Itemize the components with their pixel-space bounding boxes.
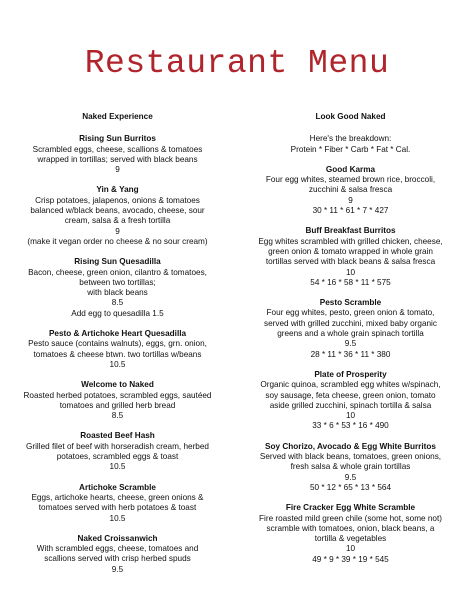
item-nutrition: 54 * 16 * 58 * 11 * 575 — [310, 277, 391, 287]
item-line: Pesto sauce (contains walnuts), eggs, grn. onion, — [28, 339, 207, 349]
menu-item — [6, 431, 229, 472]
item-line: Served with black beans, tomatoes, green onions, — [259, 452, 442, 462]
menu-item — [6, 185, 229, 247]
item-price: 10.5 — [109, 513, 126, 523]
item-note: Add egg to quesadilla 1.5 — [71, 308, 164, 318]
item-line: zucchini & salsa fresca — [308, 185, 393, 195]
item-line: fresh salsa & whole grain tortillas — [290, 462, 411, 472]
item-line: tomatoes & cheese btwn. two tortillas w/beans — [33, 349, 202, 359]
menu-item — [239, 298, 462, 360]
item-title: Naked Croissanwich — [77, 533, 158, 543]
menu-item — [239, 442, 462, 493]
item-line: With scrambled eggs, cheese, tomatoes and — [36, 544, 199, 554]
item-line: tomatoes served with herb potatoes & toast — [38, 503, 197, 513]
menu-item — [6, 329, 229, 370]
item-title: Rising Sun Quesadilla — [74, 257, 161, 267]
item-title: Good Karma — [325, 164, 376, 174]
section-heading-look-good-naked: Look Good Naked — [315, 112, 386, 121]
menu-item — [239, 503, 462, 565]
item-line: Crisp potatoes, jalapenos, onions & tomatoes — [35, 195, 200, 205]
item-nutrition: 33 * 6 * 53 * 16 * 490 — [312, 421, 389, 431]
item-title: Soy Chorizo, Avocado & Egg White Burritos — [265, 441, 436, 451]
item-price: 9 — [115, 226, 120, 236]
item-nutrition: 49 * 9 * 39 * 19 * 545 — [312, 554, 389, 564]
item-title: Fire Cracker Egg White Scramble — [285, 503, 416, 513]
item-price: 10.5 — [109, 359, 126, 369]
item-title: Artichoke Scramble — [79, 482, 156, 492]
left-column — [6, 112, 229, 585]
right-column — [239, 112, 462, 575]
section-heading-naked-experience: Naked Experience — [82, 112, 153, 121]
item-price: 9 — [115, 165, 120, 175]
item-line: Eggs, artichoke hearts, cheese, green onions & — [31, 492, 204, 502]
breakdown-note — [239, 134, 462, 155]
item-line: Protein * Fiber * Carb * Fat * Cal. — [290, 144, 411, 154]
item-line: Scrambled eggs, cheese, scallions & tomatoes — [32, 144, 203, 154]
item-title: Buff Breakfast Burritos — [305, 226, 396, 236]
item-line: Egg whites scrambled with grilled chicken, cheese, — [258, 236, 443, 246]
item-line: scallions served with crisp herbed spuds — [44, 554, 191, 564]
item-line: Grilled filet of beef with horseradish cream, herbed — [26, 441, 209, 451]
item-price: 9.5 — [111, 564, 124, 574]
item-nutrition: 50 * 12 * 65 * 13 * 564 — [309, 482, 392, 492]
item-line: Bacon, cheese, green onion, cilantro & tomatoes, — [28, 267, 207, 277]
item-price: 10 — [345, 411, 356, 421]
menu-item — [239, 370, 462, 432]
item-line: Four egg whites, pesto, green onion & tomato, — [266, 308, 435, 318]
item-line: potatoes, scrambled eggs & toast — [56, 452, 179, 462]
item-price: 9.5 — [344, 339, 357, 349]
item-line: tortilla & vegetables — [314, 534, 387, 544]
menu-item — [6, 380, 229, 421]
item-line: scramble with tomatoes, onion, black beans, a — [266, 523, 435, 533]
menu-item — [6, 257, 229, 319]
item-line: served with grilled zucchini, mixed baby organic — [264, 318, 437, 328]
item-price: 8.5 — [111, 298, 124, 308]
menu-item — [6, 534, 229, 575]
item-line: Here's the breakdown: — [309, 134, 392, 144]
item-note: (make it vegan order no cheese & no sour cream) — [27, 236, 208, 246]
item-line: greens and a whole grain spinach tortilla — [277, 329, 424, 339]
item-line: tortillas served with black beans & salsa fresca — [265, 257, 436, 267]
item-nutrition: 30 * 11 * 61 * 7 * 427 — [312, 206, 389, 216]
item-price: 10 — [345, 267, 356, 277]
item-line: wrapped in tortillas; served with black beans — [37, 154, 198, 164]
item-line: tomatoes and grilled herb bread — [59, 400, 176, 410]
menu-title: Restaurant Menu — [84, 45, 390, 82]
item-line: balanced w/black beans, avocado, cheese, sour — [30, 206, 205, 216]
menu-item — [6, 483, 229, 524]
item-price: 8.5 — [111, 411, 124, 421]
menu-item — [239, 165, 462, 216]
item-title: Yin & Yang — [96, 185, 139, 195]
item-price: 9.5 — [344, 472, 357, 482]
menu-item — [6, 134, 229, 175]
item-line: Organic quinoa, scrambled egg whites w/spinach, — [260, 380, 441, 390]
item-line: soy sausage, feta cheese, green onion, tomato — [265, 390, 436, 400]
item-line: between two tortillas; — [79, 277, 156, 287]
item-title: Plate of Prosperity — [314, 369, 387, 379]
item-line: green onion & tomato wrapped in whole grain — [268, 246, 433, 256]
item-line: Fire roasted mild green chile (some hot, some not) — [259, 513, 442, 523]
item-price: 10.5 — [109, 462, 126, 472]
item-line: Roasted herbed potatoes, scrambled eggs, sautéed — [23, 390, 212, 400]
item-title: Roasted Beef Hash — [80, 431, 155, 441]
item-price: 10 — [345, 544, 356, 554]
item-title: Pesto & Artichoke Heart Quesadilla — [48, 329, 187, 339]
item-title: Welcome to Naked — [81, 380, 154, 390]
item-line: with black beans — [87, 288, 148, 298]
item-line: Four egg whites, steamed brown rice, broccoli, — [265, 175, 436, 185]
menu-item — [239, 226, 462, 288]
item-nutrition: 28 * 11 * 36 * 11 * 380 — [310, 349, 391, 359]
item-title: Pesto Scramble — [319, 298, 382, 308]
item-price: 9 — [348, 195, 353, 205]
item-title: Rising Sun Burritos — [79, 134, 156, 144]
item-line: aside grilled zucchini, spinach tortilla & salsa — [269, 400, 432, 410]
item-line: cream, salsa & a fresh tortilla — [64, 216, 171, 226]
